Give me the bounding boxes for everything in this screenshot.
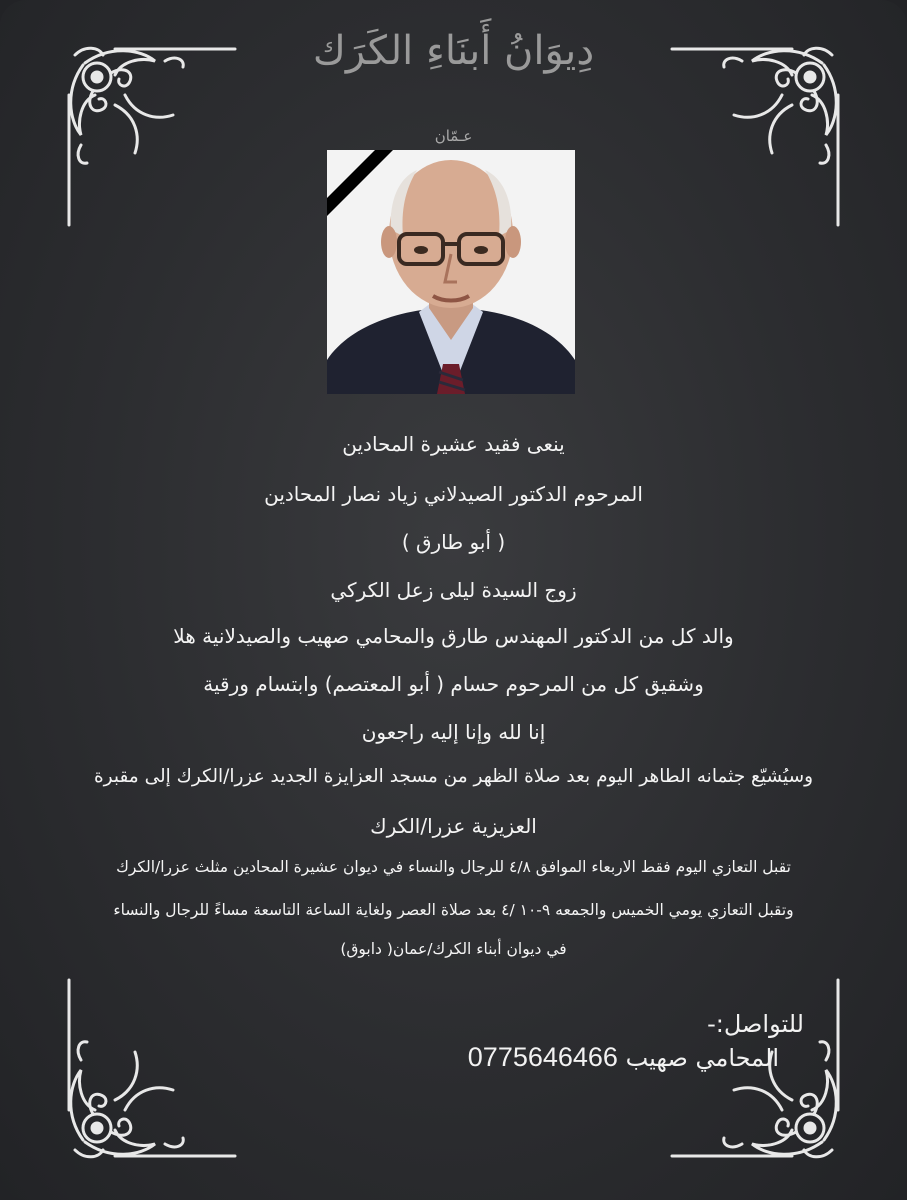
announcement-line-1: ينعى فقيد عشيرة المحادين bbox=[342, 432, 565, 456]
contact-name: المحامي صهيب bbox=[625, 1044, 779, 1072]
announcement-line-10: تقبل التعازي اليوم فقط الاربعاء الموافق ٤/٨ للرجال والنساء في ديوان عشيرة المحادين مثلث عزرا/الكرك bbox=[116, 858, 791, 876]
announcement-line-7: إنا لله وإنا إليه راجعون bbox=[361, 720, 546, 744]
contact-info bbox=[468, 1042, 779, 1073]
announcement-line-3: ( أبو طارق ) bbox=[401, 530, 506, 554]
contact-label: للتواصل:- bbox=[707, 1010, 804, 1038]
announcement-line-8: وسيُشيّع جثمانه الطاهر اليوم بعد صلاة الظهر من مسجد العزايزة الجديد عزرا/الكرك إلى مقبرة bbox=[93, 766, 814, 787]
deceased-portrait bbox=[327, 150, 575, 394]
contact-phone[interactable]: 0775646466 bbox=[467, 1042, 618, 1072]
announcement-line-2: المرحوم الدكتور الصيدلاني زياد نصار المحادين bbox=[264, 482, 643, 506]
announcement-line-6: وشقيق كل من المرحوم حسام ( أبو المعتصم) وابتسام ورقية bbox=[203, 672, 704, 696]
announcement-line-9: العزيزية عزرا/الكرك bbox=[370, 814, 537, 838]
announcement-line-5: والد كل من الدكتور المهندس طارق والمحامي صهيب والصيدلانية هلا bbox=[173, 624, 734, 648]
announcement-line-11: وتقبل التعازي يومي الخميس والجمعه ٩-١٠ /٤ بعد صلاة العصر ولغاية الساعة التاسعة مساءً للرجال والنساء bbox=[113, 901, 794, 919]
announcement-line-12: في ديوان أبناء الكرك/عمان( دابوق) bbox=[340, 940, 567, 958]
diwan-title: دِيوَانُ أَبنَاءِ الكَرَك bbox=[312, 28, 595, 74]
corner-ornament-bottom-left-icon bbox=[55, 970, 255, 1170]
announcement-line-4: زوج السيدة ليلى زعل الكركي bbox=[330, 578, 577, 602]
city-label: عـمّان bbox=[434, 127, 473, 145]
